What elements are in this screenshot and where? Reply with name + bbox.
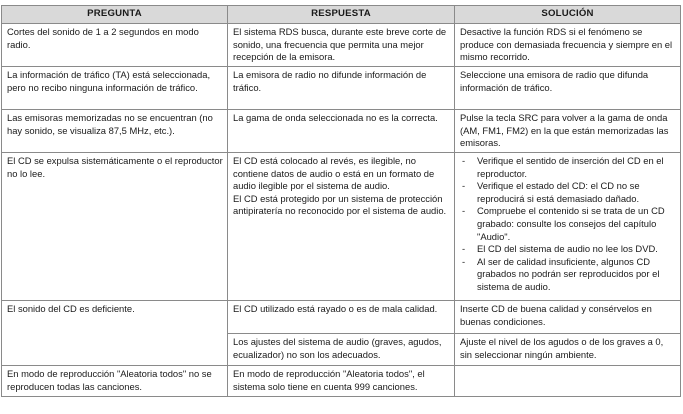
table-row [2,366,681,397]
cell-solucion: Desactive la función RDS si el fenómeno se produce con demasiada frecuencia y siempre en el mismo recorrido. [455,24,681,67]
cell-pregunta: La información de tráfico (TA) está seleccionada, pero no recibo ninguna información de tráfico. [2,67,228,110]
dash-bullet: - [462,255,466,267]
header-respuesta: RESPUESTA [228,6,455,24]
cell-solucion: Pulse la tecla SRC para volver a la gama de onda (AM, FM1, FM2) en la que están memorizadas las emisoras. [455,110,681,153]
cell-pregunta: En modo de reproducción "Aleatoria todos" no se reproducen todas las canciones. [2,366,228,397]
cell-solucion [455,366,681,397]
cell-pregunta: Las emisoras memorizadas no se encuentran (no hay sonido, se visualiza 87,5 MHz, etc.). [2,110,228,153]
cell-solucion: Inserte CD de buena calidad y consérvelos en buenas condiciones. [455,301,681,334]
solucion-list [460,155,676,294]
list-item-text: El CD del sistema de audio no lee los DVD. [477,243,658,255]
respuesta-paragraph: El CD está colocado al revés, es ilegible, no contiene datos de audio o está en un formato de audio ilegible por el sistema de audio. [233,155,435,192]
list-item-text: Compruebe el contenido si se trata de un CD grabado: consulte los consejos del capítulo "Audio". [477,205,665,242]
cell-respuesta: El CD utilizado está rayado o es de mala calidad. [228,301,455,334]
troubleshooting-table-wrapper [1,5,681,397]
table-row [2,110,681,153]
cell-pregunta: El sonido del CD es deficiente. [2,301,228,366]
table-header-row [2,6,681,24]
table-row [2,67,681,110]
cell-solucion: Seleccione una emisora de radio que difunda información de tráfico. [455,67,681,110]
table-row [2,153,681,301]
table-row [2,24,681,67]
table-row [2,301,681,334]
list-item-text: Verifique el estado del CD: el CD no se reproducirá si está demasiado dañado. [477,180,640,204]
respuesta-paragraph: El CD está protegido por un sistema de protección antipiratería no reconocido por el sistema de audio. [233,192,447,217]
list-item [460,256,676,294]
troubleshooting-table [1,5,681,397]
list-item [460,243,676,256]
dash-bullet: - [462,243,466,255]
list-item [460,155,676,180]
cell-solucion: Ajuste el nivel de los agudos o de los graves a 0, sin seleccionar ningún ambiente. [455,334,681,366]
cell-pregunta: El CD se expulsa sistemáticamente o el reproductor no lo lee. [2,153,228,301]
cell-respuesta: Los ajustes del sistema de audio (graves, agudos, ecualizador) no son los adecuados. [228,334,455,366]
list-item [460,205,676,243]
cell-pregunta: Cortes del sonido de 1 a 2 segundos en modo radio. [2,24,228,67]
list-item-text: Al ser de calidad insuficiente, algunos CD grabados no podrán ser reproducidos por el sistema de audio. [477,255,660,292]
cell-respuesta: El sistema RDS busca, durante este breve corte de sonido, una frecuencia que permita una mejor recepción de la emisora. [228,24,455,67]
header-pregunta: PREGUNTA [2,6,228,24]
cell-respuesta: La emisora de radio no difunde información de tráfico. [228,67,455,110]
header-solucion: SOLUCIÓN [455,6,681,24]
cell-solucion-list [455,153,681,301]
dash-bullet: - [462,180,466,192]
dash-bullet: - [462,205,466,217]
cell-respuesta: En modo de reproducción "Aleatoria todos", el sistema solo tiene en cuenta 999 canciones. [228,366,455,397]
cell-respuesta: La gama de onda seleccionada no es la correcta. [228,110,455,153]
list-item [460,180,676,205]
cell-respuesta [228,153,455,301]
list-item-text: Verifique el sentido de inserción del CD en el reproductor. [477,155,664,179]
dash-bullet: - [462,155,466,166]
